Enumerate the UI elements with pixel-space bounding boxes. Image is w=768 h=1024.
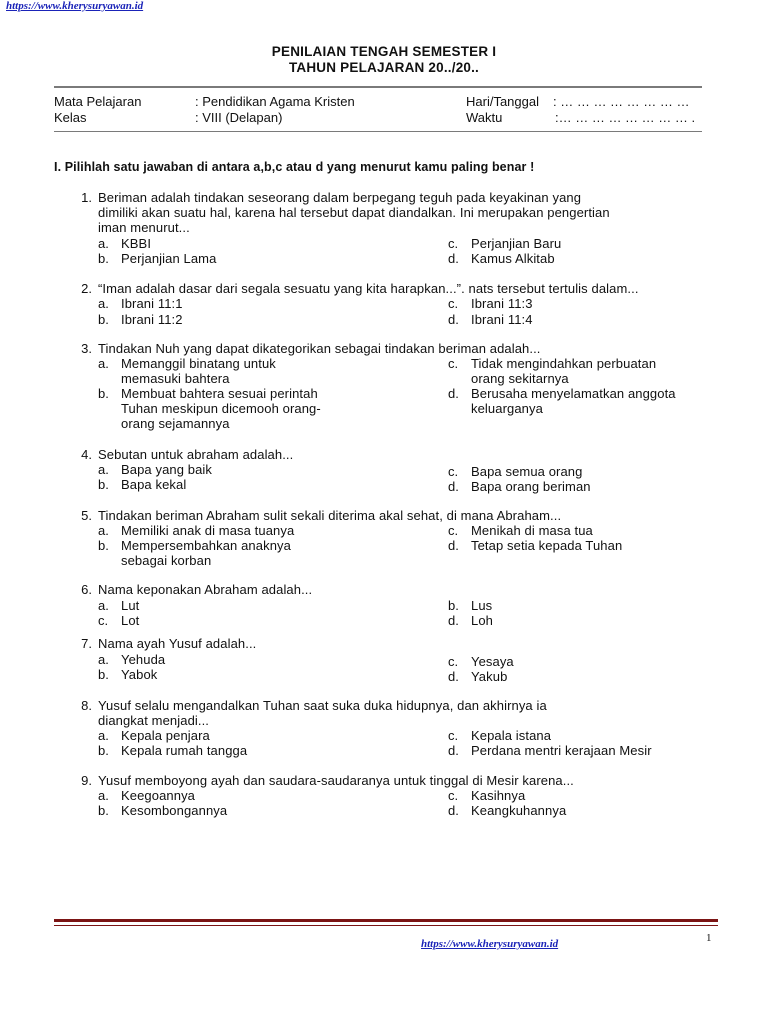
option-text: Ibrani 11:2 <box>121 312 183 327</box>
option-text: Kasihnya <box>471 788 526 803</box>
exam-title-line2: TAHUN PELAJARAN 20../20.. <box>288 60 480 75</box>
question-number: 5. <box>81 508 92 523</box>
time-value: :… … … … … … … … . <box>555 110 696 125</box>
question-text: Yusuf selalu mengandalkan Tuhan saat suka duka hidupnya, dan akhirnya ia <box>98 698 547 713</box>
option-letter: a. <box>98 523 109 538</box>
subject-value: : Pendidikan Agama Kristen <box>195 94 355 109</box>
option-letter: a. <box>98 652 109 667</box>
question-text: iman menurut... <box>98 220 190 235</box>
option-letter: a. <box>98 236 109 251</box>
option-text: keluarganya <box>471 401 543 416</box>
option-text: Lut <box>121 598 140 613</box>
option-text: Lus <box>471 598 493 613</box>
option-text: Bapa yang baik <box>121 462 213 477</box>
option-letter: a. <box>98 598 109 613</box>
option-letter: b. <box>98 477 109 492</box>
option-text: Memiliki anak di masa tuanya <box>121 523 295 538</box>
option-text: Memanggil binatang untuk <box>121 356 276 371</box>
option-letter: c. <box>448 728 459 743</box>
option-letter: b. <box>98 667 109 682</box>
option-letter: b. <box>448 598 459 613</box>
question-text: diangkat menjadi... <box>98 713 210 728</box>
option-text: sebagai korban <box>121 553 212 568</box>
question-number: 8. <box>81 698 92 713</box>
option-letter: b. <box>98 312 109 327</box>
option-text: Keangkuhannya <box>471 803 567 818</box>
option-text: Menikah di masa tua <box>471 523 593 538</box>
option-text: Bapa kekal <box>121 477 187 492</box>
question-number: 2. <box>81 281 92 296</box>
footer-rule-thin <box>54 925 718 926</box>
question-number: 9. <box>81 773 92 788</box>
option-letter: d. <box>448 743 459 758</box>
option-text: Kesombongannya <box>121 803 228 818</box>
option-text: KBBI <box>121 236 152 251</box>
option-text: Kepala istana <box>471 728 552 743</box>
option-text: orang sekitarnya <box>471 371 569 386</box>
option-text: Kepala rumah tangga <box>121 743 248 758</box>
question-text: Beriman adalah tindakan seseorang dalam berpegang teguh pada keyakinan yang <box>98 190 582 205</box>
question-text: “Iman adalah dasar dari segala sesuatu yang kita harapkan...”. nats tersebut tertulis dalam... <box>98 281 639 296</box>
option-letter: a. <box>98 728 109 743</box>
question-number: 3. <box>81 341 92 356</box>
question-number: 1. <box>81 190 92 205</box>
option-letter: a. <box>98 356 109 371</box>
option-text: Tuhan meskipun dicemooh orang- <box>121 401 321 416</box>
subject-label: Mata Pelajaran <box>54 94 142 109</box>
time-label: Waktu <box>466 110 503 125</box>
option-letter: c. <box>448 523 459 538</box>
option-letter: d. <box>448 251 459 266</box>
option-text: Perdana mentri kerajaan Mesir <box>471 743 652 758</box>
class-value: : VIII (Delapan) <box>195 110 283 125</box>
question-text: Tindakan beriman Abraham sulit sekali diterima akal sehat, di mana Abraham... <box>98 508 562 523</box>
option-text: Yakub <box>471 669 508 684</box>
option-text: Ibrani 11:1 <box>121 296 183 311</box>
option-text: Berusaha menyelamatkan anggota <box>471 386 676 401</box>
option-text: Tetap setia kepada Tuhan <box>471 538 623 553</box>
option-letter: d. <box>448 312 459 327</box>
option-letter: a. <box>98 788 109 803</box>
option-letter: b. <box>98 251 109 266</box>
option-letter: d. <box>448 613 459 628</box>
option-text: Ibrani 11:3 <box>471 296 533 311</box>
option-letter: c. <box>448 654 459 669</box>
option-text: Bapa semua orang <box>471 464 583 479</box>
footer-link[interactable]: https://www.kherysuryawan.id <box>421 938 559 950</box>
option-letter: b. <box>98 803 109 818</box>
header-rule-bottom <box>54 131 702 132</box>
question-text: dimiliki akan suatu hal, karena hal tersebut dapat diandalkan. Ini merupakan pengertian <box>98 205 610 220</box>
option-letter: d. <box>448 386 459 401</box>
question-number: 6. <box>81 582 92 597</box>
option-letter: c. <box>448 788 459 803</box>
class-label: Kelas <box>54 110 87 125</box>
header-rule-top <box>54 86 702 88</box>
option-text: orang sejamannya <box>121 416 230 431</box>
question-text: Sebutan untuk abraham adalah... <box>98 447 294 462</box>
option-text: Kepala penjara <box>121 728 210 743</box>
option-letter: c. <box>448 464 459 479</box>
option-text: Keegoannya <box>121 788 196 803</box>
option-text: Yesaya <box>471 654 514 669</box>
date-value: : … … … … … … … … <box>553 94 690 109</box>
question-text: Nama ayah Yusuf adalah... <box>98 636 257 651</box>
question-number: 7. <box>81 636 92 651</box>
option-text: memasuki bahtera <box>121 371 230 386</box>
page-number: 1 <box>706 932 712 944</box>
option-letter: c. <box>98 613 109 628</box>
question-text: Tindakan Nuh yang dapat dikategorikan sebagai tindakan beriman adalah... <box>98 341 541 356</box>
option-letter: d. <box>448 479 459 494</box>
option-text: Mempersembahkan anaknya <box>121 538 291 553</box>
option-letter: c. <box>448 356 459 371</box>
option-letter: b. <box>98 386 109 401</box>
option-letter: d. <box>448 669 459 684</box>
option-text: Bapa orang beriman <box>471 479 591 494</box>
option-text: Perjanjian Baru <box>471 236 562 251</box>
option-text: Yehuda <box>121 652 166 667</box>
option-letter: b. <box>98 538 109 553</box>
header-link[interactable]: https://www.kherysuryawan.id <box>6 0 144 12</box>
option-letter: d. <box>448 803 459 818</box>
exam-title-line1: PENILAIAN TENGAH SEMESTER I <box>271 44 497 59</box>
option-letter: a. <box>98 462 109 477</box>
option-letter: c. <box>448 236 459 251</box>
option-text: Perjanjian Lama <box>121 251 217 266</box>
option-text: Kamus Alkitab <box>471 251 555 266</box>
question-text: Yusuf memboyong ayah dan saudara-saudaranya untuk tinggal di Mesir karena... <box>98 773 574 788</box>
option-text: Yabok <box>121 667 158 682</box>
option-letter: b. <box>98 743 109 758</box>
option-text: Ibrani 11:4 <box>471 312 533 327</box>
question-text: Nama keponakan Abraham adalah... <box>98 582 313 597</box>
option-text: Lot <box>121 613 140 628</box>
question-number: 4. <box>81 447 92 462</box>
option-text: Loh <box>471 613 493 628</box>
option-letter: a. <box>98 296 109 311</box>
option-letter: c. <box>448 296 459 311</box>
option-text: Tidak mengindahkan perbuatan <box>471 356 657 371</box>
section-heading: I. Pilihlah satu jawaban di antara a,b,c atau d yang menurut kamu paling benar ! <box>54 160 535 174</box>
option-text: Membuat bahtera sesuai perintah <box>121 386 318 401</box>
date-label: Hari/Tanggal <box>466 94 539 109</box>
footer-rule-thick <box>54 919 718 922</box>
option-letter: d. <box>448 538 459 553</box>
